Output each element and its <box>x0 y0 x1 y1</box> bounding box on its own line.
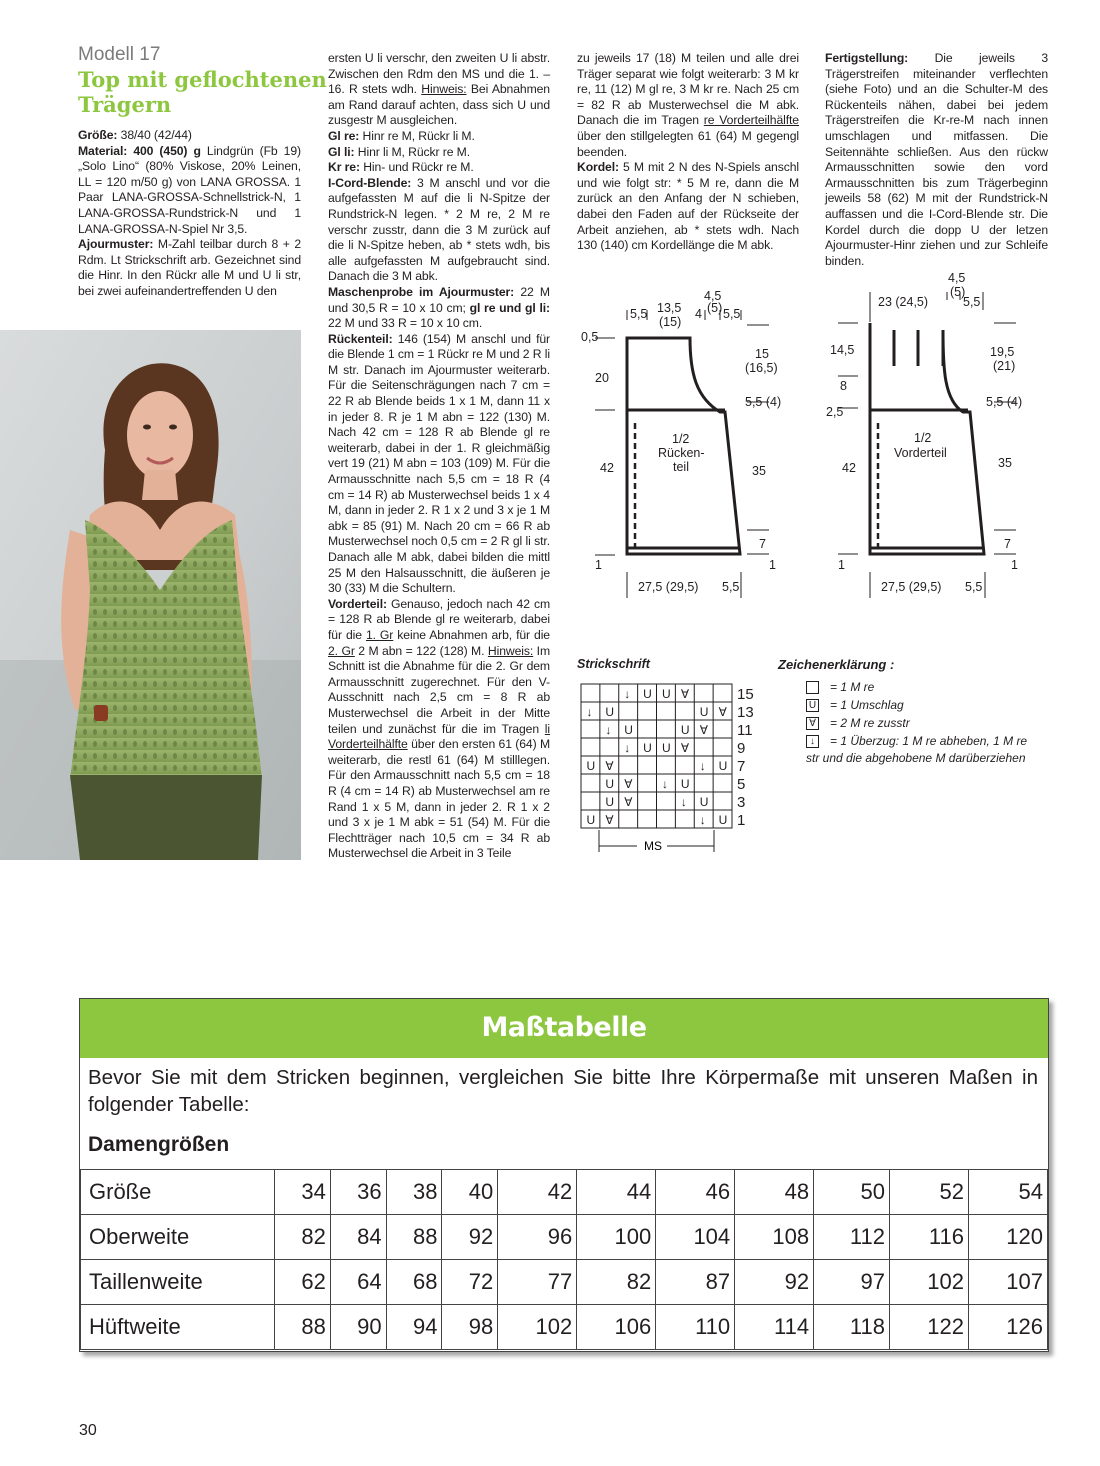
size-table-cell: 62 <box>275 1260 331 1305</box>
text-column-2: ersten U li verschr, den zweiten U li abstr. Zwischen den Rdm den MS und die 1. – 16. R stets wdh. Hinweis: Bei Abnahmen am Rand darauf achten, dass sich U und zusgestr M ausgleichen. Gl re: Hinr re M, Rückr li M. Gl li: Hinr li M, Rückr re M. Kr re: Hin- und Rückr re M. I-Cord-Blende: 3 M anschl und vor die aufgefassten M auf die li N-Spitze der Rundstrick-N legen. * 2 M re, 2 M re verschr zusstr, dann die 3 M zurück auf die li N-Spitze heben, ab * stets wdh, bis alle aufgefassten M aufgebraucht sind. Danach die 3 M abk. Maschenprobe im Ajourmuster: 22 M und 30,5 R = 10 x 10 cm; gl re und gl li: 22 M und 33 R = 10 x 10 cm. Rückenteil: 146 (154) M anschl und für die Blende 1 cm = 1 Rückr re M und 2 R li M str. Danach im Ajourmuster weiterarb. Für die Seitenschrägungen nach 7 cm = 22 R ab Blende beids 1 x 1 M, dann 11 x in jeder 8. R je 1 M abn = 122 (130) M. Nach 42 cm = 128 R ab Blende gl re weiterarb, dabei in der 1. R gleichmäßig vert 19 (21) M abn = 103 (109) M. Für die Armausschnitte nach 5,5 cm = 18 R (4 cm = 14 R) ab Musterwechsel beids 1 x 4 M, dann in jeder 2. R 1 x 2 und 3 x je 1 M abk = 85 (91) M. Nach 20 cm = 66 R ab Musterwechsel noch 0,5 cm = 2 R gl li str. Danach alle M abk, dabei bilden die mittl 25 M den Halsausschnitt, die äußeren je 30 (33) M die Schultern. Vorderteil: Genauso, jedoch nach 42 cm = 128 R ab Blende gl re weiterarb, dabei für die 1. Gr keine Abnahmen arb, für die 2. Gr 2 M abn = 122 (128) M. Hinweis: Im Schnitt ist die Abnahme für die 2. Gr dem Armausschnitt zugerechnet. Für den V-Ausschnitt nach 2,5 cm = 8 R ab Musterwechsel die Arbeit in der Mitte teilen und zunächst für die im Tragen li Vorderteilhälfte über den ersten 61 (64) M weiterarb, die restl 61 (64) M stilllegen. Für den Armausschnitt nach 5,5 cm = 18 R (4 cm = 14 R) ab Musterwechsel am re Rand 1 x 5 M, dann in jeder 2. R 1 x 2 und 3 x je 1 M abk = 51 (54) M. Für die Flechtträger nach 10,5 cm = 34 R ab Musterwechsel die Arbeit in 3 Teile <box>328 51 551 861</box>
size-table-cell: 64 <box>330 1260 386 1305</box>
svg-text:5,5: 5,5 <box>963 295 981 309</box>
chart-symbol: ∀ <box>699 723 708 737</box>
chart-row-number: 15 <box>737 686 754 703</box>
chart-symbol: ↓ <box>661 777 668 791</box>
size-table-cell: 126 <box>968 1305 1047 1350</box>
svg-text:(16,5): (16,5) <box>745 361 778 375</box>
size-table-cell: 104 <box>656 1215 735 1260</box>
text-column-1: Größe: 38/40 (42/44) Material: 400 (450) g Lindgrün (Fb 19) „Solo Lino“ (80% Viskose, 20% Leinen, LL = 120 m/50 g) von LANA GROSSA. 1 Paar LANA-GROSSA-Schnellstrick-N, 1 LANA-GROSSA-Rundstrick-N und 1 LANA-GROSSA-N-Spiel Nr 3,5. Ajourmuster: M-Zahl teilbar durch 8 + 2 Rdm. Lt Strickschrift arb. Gezeichnet sind die Hinr. In den Rückr alle M und U li str, bei zwei aufeinandertreffenden U den <box>78 128 301 298</box>
svg-text:1: 1 <box>838 558 845 572</box>
svg-text:1: 1 <box>1011 558 1018 572</box>
chart-symbol: ↓ <box>624 687 631 701</box>
chart-row-number: 3 <box>737 794 746 811</box>
chart-symbol: U <box>643 687 652 701</box>
chart-title: Strickschrift <box>577 657 650 671</box>
size-table-cell: 46 <box>656 1170 735 1215</box>
chart-row-number: 1 <box>737 812 746 829</box>
chart-row-number: 5 <box>737 776 746 793</box>
size-table-cell: 82 <box>275 1215 331 1260</box>
size-table-row-label: Hüftweite <box>81 1305 275 1350</box>
size-table-grid <box>80 1169 1048 1350</box>
chart-symbol: U <box>699 705 709 719</box>
size-table-intro: Bevor Sie mit dem Stricken beginnen, vergleichen Sie bitte Ihre Körpermaße mit unseren Maßen in folgender Tabelle: <box>88 1066 1038 1116</box>
svg-text:14,5: 14,5 <box>830 343 855 357</box>
size-table-subtitle: Damengrößen <box>88 1133 230 1156</box>
size-table-cell: 72 <box>442 1260 498 1305</box>
size-table-cell: 122 <box>889 1305 968 1350</box>
chart-symbol: ∀ <box>680 687 690 701</box>
text-column-4: Fertigstellung: Die jeweils 3 Trägerstreifen miteinander verflechten (siehe Foto) und an die Schulter-M des Rückenteils nähen, dabei bei jedem Trägerstreifen die Kr-re-M nach innen umschlagen und mitfassen. Die Seitennähte schließen. Aus den rückw Armausschnitten sowie den vord Armausschnitten bis zum Trägerbeginn jeweils 58 (62) M mit der Rundstrick-N auffassen und die I-Cord-Blende str. Die Kordel durch die dopp U der letzen Ajourmuster-Hinr ziehen und zur Schleife binden. <box>825 51 1048 268</box>
chart-row-number: 11 <box>737 722 753 739</box>
svg-text:(5): (5) <box>707 301 723 315</box>
legend-item-yarnover: = 1 Umschlag <box>830 698 904 712</box>
svg-text:20: 20 <box>595 371 609 385</box>
size-table-cell: 54 <box>968 1170 1047 1215</box>
chart-symbol: ∀ <box>680 741 690 755</box>
svg-text:5,5: 5,5 <box>965 580 983 594</box>
size-table-cell: 92 <box>735 1260 814 1305</box>
legend-item-knit: = 1 M re <box>830 680 875 694</box>
size-table-cell: 88 <box>275 1305 331 1350</box>
svg-text:5,5: 5,5 <box>723 307 741 321</box>
chart-symbol: ∀ <box>718 705 727 719</box>
size-table-cell: 100 <box>577 1215 656 1260</box>
size-table-cell: 107 <box>968 1260 1047 1305</box>
chart-row-number: 7 <box>737 758 746 775</box>
svg-text:MS: MS <box>644 839 662 853</box>
size-table-cell: 82 <box>577 1260 656 1305</box>
chart-row-number: 13 <box>737 704 754 721</box>
size-table-cell: 34 <box>275 1170 331 1215</box>
size-table-row <box>81 1170 1048 1215</box>
svg-text:27,5 (29,5): 27,5 (29,5) <box>638 580 699 594</box>
size-table-cell: 98 <box>442 1305 498 1350</box>
legend-item-k2tog: = 2 M re zusstr <box>830 716 910 730</box>
model-number: Modell 17 <box>78 44 161 65</box>
chart-symbol: ↓ <box>699 759 706 773</box>
legend-yarnover-symbol: U <box>806 699 819 712</box>
chart-symbol: U <box>661 687 671 701</box>
svg-text:5,5 (4): 5,5 (4) <box>745 395 782 409</box>
chart-symbol: U <box>680 777 690 791</box>
legend-title: Zeichenerklärung : <box>778 657 895 672</box>
svg-text:15: 15 <box>755 347 769 361</box>
svg-text:19,5: 19,5 <box>990 345 1015 359</box>
size-table-cell: 84 <box>330 1215 386 1260</box>
size-table-cell: 92 <box>442 1215 498 1260</box>
chart-row-number: 9 <box>737 740 746 757</box>
chart-symbol: U <box>605 705 614 719</box>
size-table-cell: 116 <box>889 1215 968 1260</box>
chart-symbol: ↓ <box>605 723 612 737</box>
svg-text:23 (24,5): 23 (24,5) <box>878 295 929 309</box>
size-table-cell: 106 <box>577 1305 656 1350</box>
svg-text:35: 35 <box>998 456 1012 470</box>
size-table-row <box>81 1215 1048 1260</box>
size-table-cell: 87 <box>656 1260 735 1305</box>
size-table-cell: 36 <box>330 1170 386 1215</box>
size-table-cell: 118 <box>814 1305 890 1350</box>
size-table-row-label: Oberweite <box>81 1215 275 1260</box>
svg-text:42: 42 <box>600 461 614 475</box>
svg-text:1: 1 <box>595 558 602 572</box>
size-table-row-label: Größe <box>81 1170 275 1215</box>
size-table-cell: 97 <box>814 1260 890 1305</box>
svg-text:Vorderteil: Vorderteil <box>894 446 947 460</box>
size-table-cell: 38 <box>386 1170 442 1215</box>
pattern-title: Top mit geflochtenen Trägern <box>78 67 327 117</box>
svg-text:(5): (5) <box>950 285 966 299</box>
size-table-cell: 40 <box>442 1170 498 1215</box>
size-table-cell: 94 <box>386 1305 442 1350</box>
chart-symbol: U <box>586 813 596 827</box>
size-table-cell: 120 <box>968 1215 1047 1260</box>
svg-text:13,5: 13,5 <box>657 301 682 315</box>
svg-text:(15): (15) <box>659 315 682 329</box>
chart-symbol: U <box>661 741 671 755</box>
legend-item-skp-line2: str und die abgehobene M darüberziehen <box>806 751 1026 765</box>
back-piece-schematic <box>575 280 815 610</box>
svg-text:27,5 (29,5): 27,5 (29,5) <box>881 580 942 594</box>
svg-text:5,5: 5,5 <box>722 580 740 594</box>
chart-symbol: ∀ <box>605 813 614 827</box>
svg-text:7: 7 <box>759 537 766 551</box>
legend-item-skp: = 1 Überzug: 1 M re abheben, 1 M re <box>830 734 1028 748</box>
size-table-cell: 110 <box>656 1305 735 1350</box>
chart-symbol: U <box>699 795 709 809</box>
svg-text:5,5: 5,5 <box>630 307 648 321</box>
size-table-cell: 102 <box>498 1305 577 1350</box>
size-table-row <box>81 1260 1048 1305</box>
legend-knit-symbol <box>806 681 819 694</box>
chart-symbol: ↓ <box>699 813 706 827</box>
chart-symbol: U <box>586 759 596 773</box>
chart-symbol: ∀ <box>624 795 633 809</box>
chart-symbol: U <box>643 741 652 755</box>
chart-symbol: U <box>605 795 614 809</box>
size-table-row <box>81 1305 1048 1350</box>
chart-symbol: U <box>718 813 728 827</box>
svg-text:7: 7 <box>1004 537 1011 551</box>
knitting-chart <box>577 680 767 865</box>
svg-text:4,5: 4,5 <box>704 289 722 303</box>
size-table <box>79 998 1049 1352</box>
svg-text:(21): (21) <box>993 359 1016 373</box>
svg-text:1/2: 1/2 <box>914 431 932 445</box>
chart-symbol: U <box>718 759 728 773</box>
size-table-cell: 88 <box>386 1215 442 1260</box>
size-table-cell: 44 <box>577 1170 656 1215</box>
svg-text:35: 35 <box>752 464 766 478</box>
size-table-cell: 77 <box>498 1260 577 1305</box>
size-table-cell: 114 <box>735 1305 814 1350</box>
chart-symbol: ∀ <box>624 777 633 791</box>
size-table-cell: 42 <box>498 1170 577 1215</box>
size-table-header: Maßtabelle <box>80 999 1048 1058</box>
svg-text:teil: teil <box>673 460 689 474</box>
chart-symbol: U <box>605 777 614 791</box>
svg-text:4,5: 4,5 <box>948 271 966 285</box>
front-piece-schematic <box>818 268 1058 610</box>
size-table-cell: 96 <box>498 1215 577 1260</box>
page-number: 30 <box>79 1422 97 1439</box>
svg-text:4: 4 <box>695 307 702 321</box>
svg-text:2,5: 2,5 <box>826 405 844 419</box>
chart-symbol: U <box>680 723 690 737</box>
svg-text:Rücken-: Rücken- <box>658 446 705 460</box>
legend-skp-symbol: ↓ <box>806 735 819 748</box>
text-column-3: zu jeweils 17 (18) M teilen und alle drei Träger separat wie folgt weiterarb: 3 M kr re, 11 (12) M gl re, 3 M kr re. Nach 25 cm = 82 R ab Musterwechsel die M abk. Danach die im Tragen re Vorderteilhälfte über den stillgelegten 61 (64) M gegengl beenden. Kordel: 5 M mit 2 N des N-Spiels anschl und wie folgt str: * 5 M re, dann die M zurück an den Anfang der N schieben, dabei den Faden auf der Rückseite der Arbeit anziehen, ab * stets wdh. Nach 130 (140) cm Kordellänge die M abk. <box>577 51 799 253</box>
size-table-cell: 90 <box>330 1305 386 1350</box>
svg-text:0,5: 0,5 <box>581 330 599 344</box>
size-table-cell: 112 <box>814 1215 890 1260</box>
size-table-cell: 50 <box>814 1170 890 1215</box>
svg-text:1: 1 <box>769 558 776 572</box>
chart-symbol: ↓ <box>624 741 631 755</box>
svg-text:1/2: 1/2 <box>672 432 690 446</box>
chart-symbol: ∀ <box>605 759 614 773</box>
svg-text:42: 42 <box>842 461 856 475</box>
model-photo <box>0 330 301 860</box>
size-table-row-label: Taillenweite <box>81 1260 275 1305</box>
chart-symbol: ↓ <box>586 705 593 719</box>
size-table-cell: 108 <box>735 1215 814 1260</box>
chart-symbol: ↓ <box>680 795 687 809</box>
size-table-cell: 102 <box>889 1260 968 1305</box>
chart-symbol: U <box>624 723 633 737</box>
size-table-cell: 52 <box>889 1170 968 1215</box>
legend-k2tog-symbol: ∀ <box>806 717 819 730</box>
svg-text:5,5 (4): 5,5 (4) <box>986 395 1023 409</box>
size-table-cell: 48 <box>735 1170 814 1215</box>
size-table-cell: 68 <box>386 1260 442 1305</box>
svg-text:8: 8 <box>840 379 847 393</box>
